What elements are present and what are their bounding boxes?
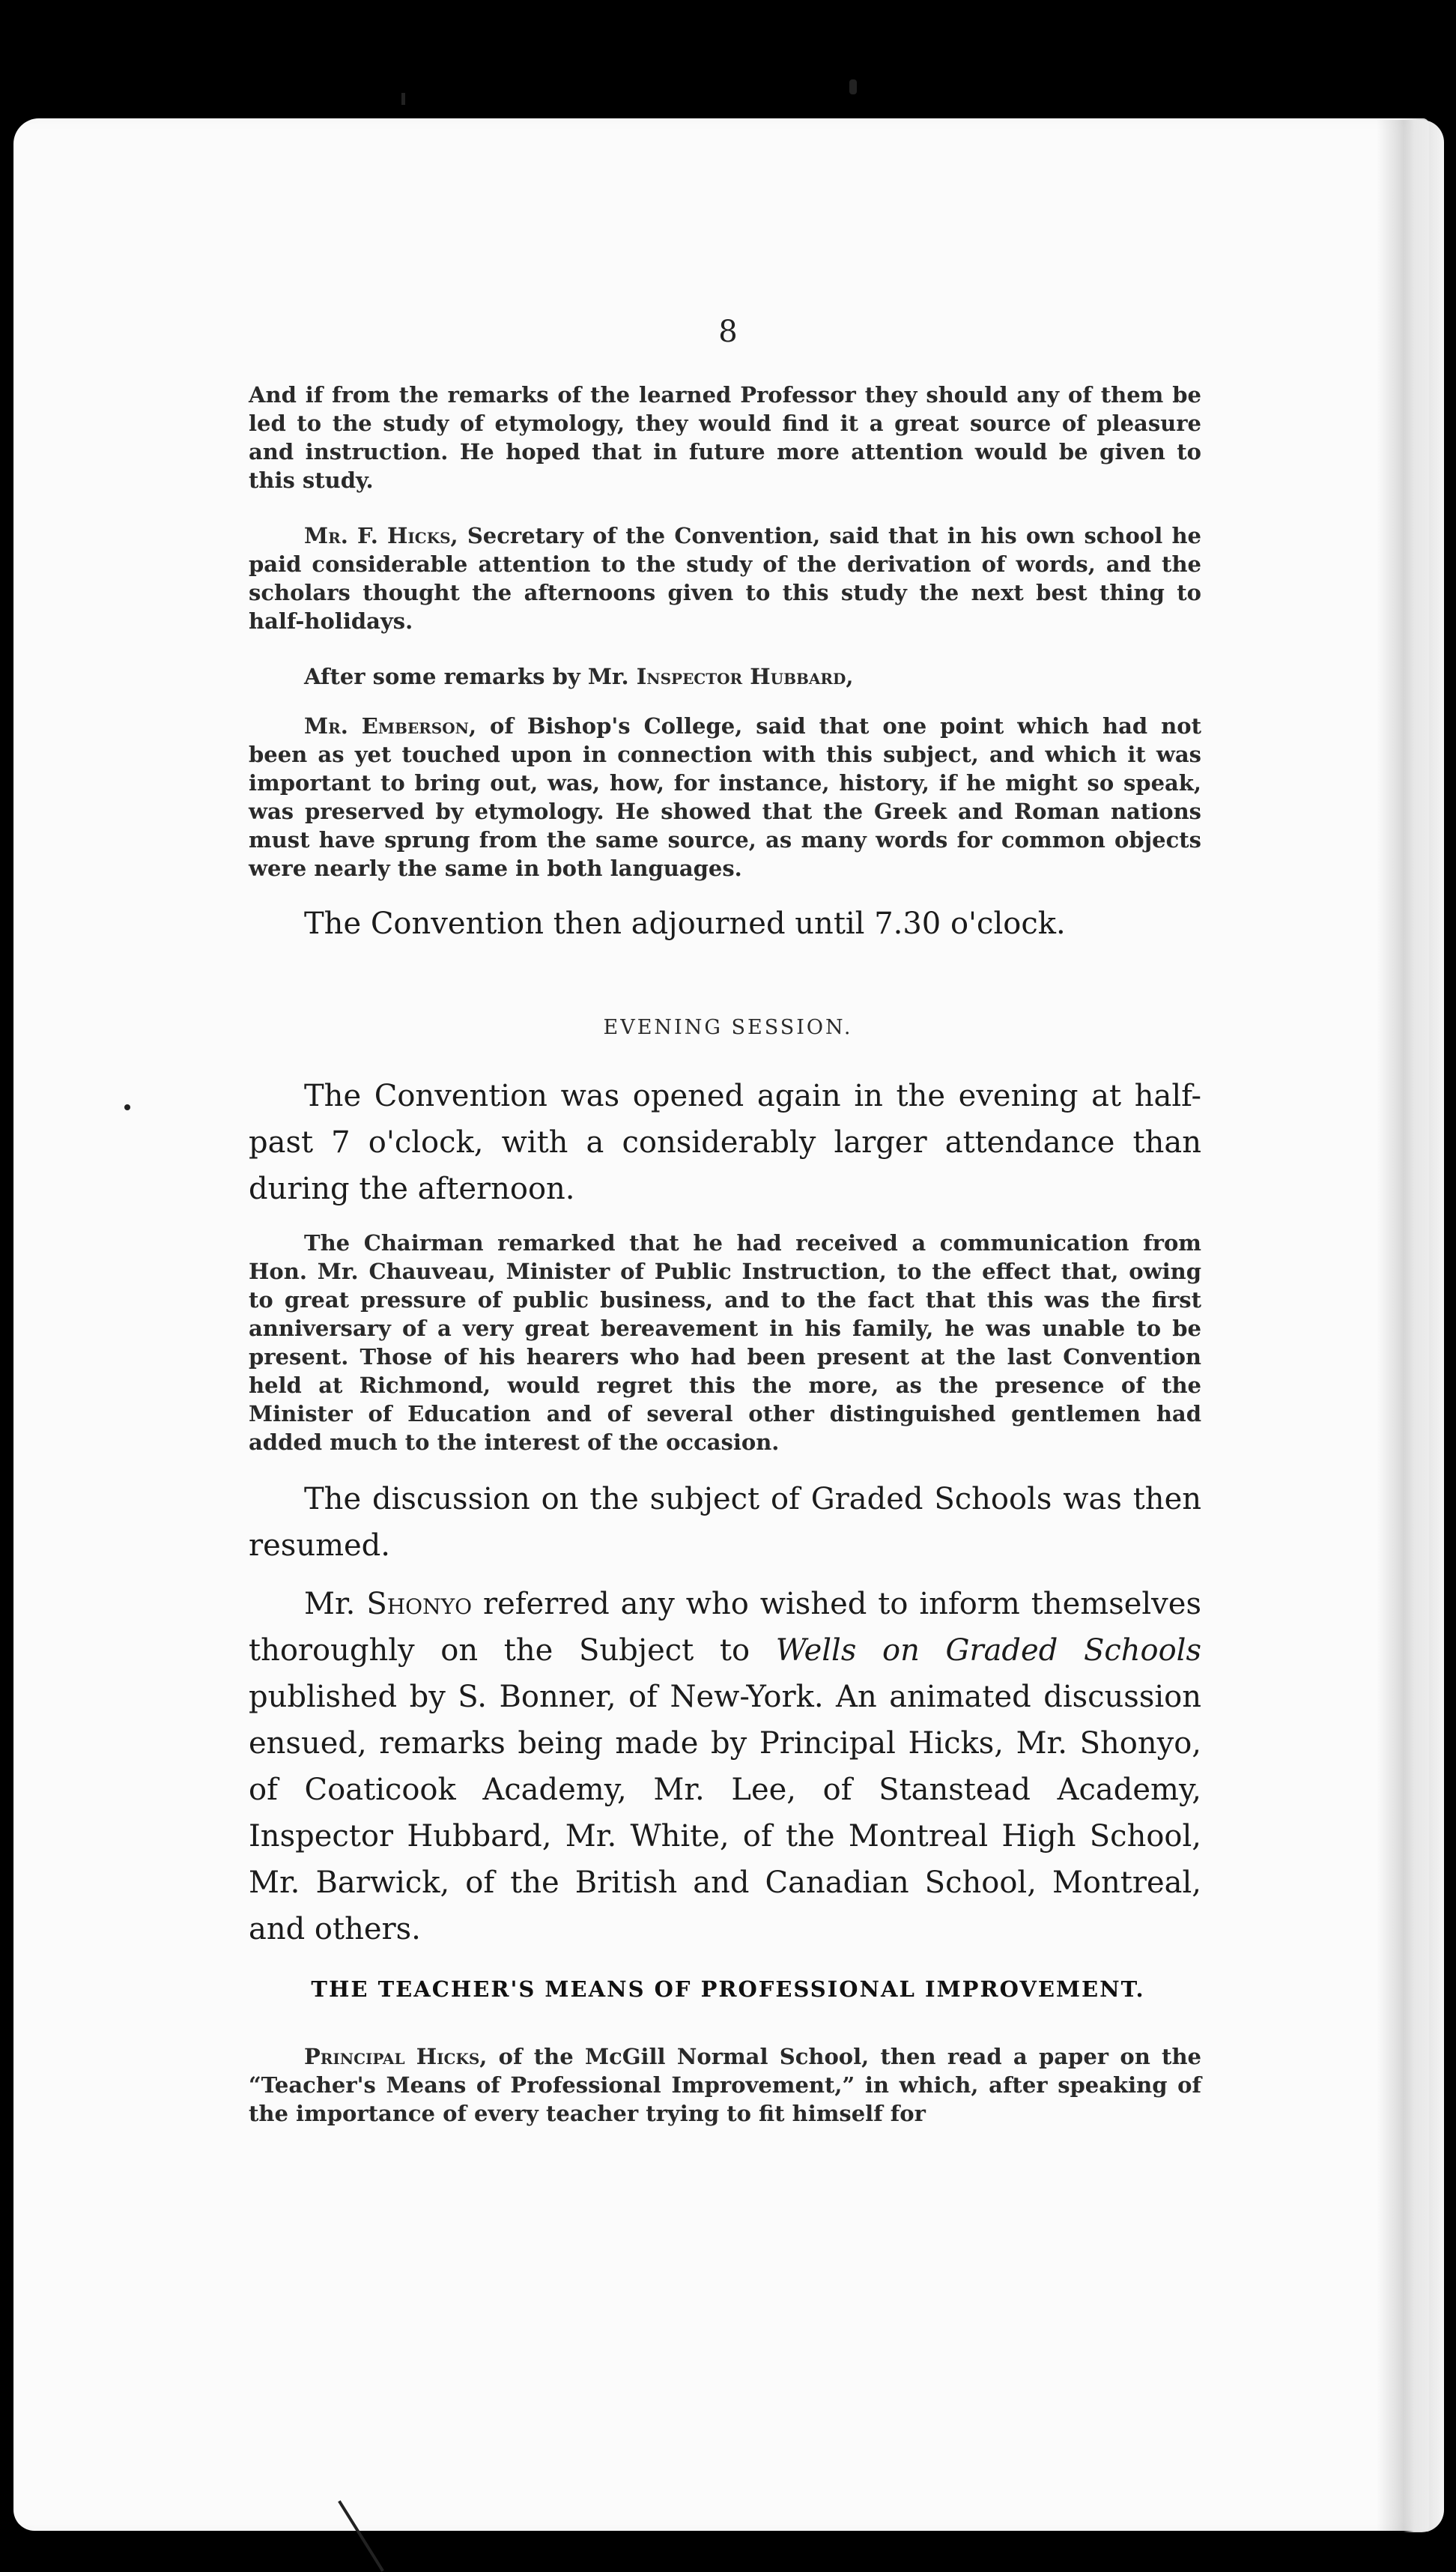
paragraph-text: Secretary of the Convention, said that in his own school he paid considerable attention to the study of the derivation of words, and the scholars thought the afternoons given to this study the next best thing to half-holidays. — [249, 523, 1201, 634]
speaker-name: Mr. F. Hicks, — [304, 523, 458, 548]
paragraph-etymology-close — [249, 381, 1201, 494]
scan-speck — [401, 93, 405, 105]
paragraph-graded-schools — [249, 1476, 1201, 1569]
paragraph-principal-hicks-paper — [249, 2042, 1201, 2128]
paragraph-hicks-remarks — [249, 521, 1201, 635]
paragraph-text: The Convention was opened again in the evening at half-past 7 o'clock, with a considerably larger attendance than during the afternoon. — [249, 1079, 1201, 1206]
page-number: 8 — [718, 315, 738, 349]
speaker-name: Shonyo — [366, 1587, 473, 1621]
book-title: Wells on Graded Schools — [775, 1633, 1201, 1668]
scan-speck — [849, 79, 857, 94]
paragraph-text: After some remarks by Mr. — [304, 664, 637, 689]
paragraph-text: of Bishop's College, said that one point which had not been as yet touched upon in connection with this subject, and which it was important to bring out, was, how, for instance, history, if he might so speak, was preserved by etymology. He showed that the Greek and Roman nations must have sprung from the same source, as many words for common objects were nearly the same in both languages. — [249, 713, 1201, 881]
page-edge-shadow — [1377, 120, 1444, 2532]
paragraph-adjournment — [249, 901, 1201, 947]
paragraph-text: And if from the remarks of the learned Professor they should any of them be led to the study of etymology, they would find it a great source of pleasure and instruction. He hoped that in future more attention would be given to this study. — [249, 382, 1201, 493]
paragraph-text: of the McGill Normal School, then read a paper on the “Teacher's Means of Professional Improvement,” in which, after speaking of the importance of every teacher trying to fit himself for — [249, 2044, 1201, 2126]
paragraph-text: Mr. — [304, 1587, 367, 1621]
paragraph-shonyo-remarks — [249, 1581, 1201, 1952]
scan-speck — [124, 1104, 130, 1110]
paragraph-emberson-remarks — [249, 712, 1201, 883]
paragraph-chairman-remarks — [249, 1229, 1201, 1456]
paragraph-text: The discussion on the subject of Graded Schools was then resumed. — [249, 1482, 1201, 1563]
section-heading-evening: EVENING SESSION. — [603, 1016, 853, 1039]
paragraph-text: published by S. Bonner, of New-York. An animated discussion ensued, remarks being made by Principal Hicks, Mr. Shonyo, of Coaticook Academy, Mr. Lee, of Stanstead Academy, Inspector Hubbard, Mr. White, of the Montreal High School, Mr. Barwick, of the British and Canadian School, Montreal, and others. — [249, 1680, 1201, 1946]
speaker-name: Principal Hicks, — [304, 2044, 488, 2069]
paragraph-evening-opening — [249, 1073, 1201, 1212]
paragraph-text: referred any who wished to inform themselves thoroughly on the Subject to — [249, 1587, 1201, 1668]
paragraph-text: The Chairman remarked that he had received a communication from Hon. Mr. Chauveau, Minister of Public Instruction, to the effect that, owing to great pressure of public business, and to the fact that this was the first anniversary of a very great bereavement in his family, he was unable to be present. Those of his hearers who had been present at the last Convention held at Richmond, would regret this the more, as the presence of the Minister of Education and of several other distinguished gentlemen had added much to the interest of the occasion. — [249, 1230, 1201, 1455]
paragraph-text: The Convention then adjourned until 7.30 o'clock. — [304, 907, 1066, 941]
speaker-name: Mr. Emberson, — [304, 713, 477, 739]
section-heading-teacher: THE TEACHER'S MEANS OF PROFESSIONAL IMPROVEMENT. — [311, 1976, 1145, 2002]
paragraph-hubbard-remarks — [249, 662, 1201, 691]
speaker-name: Inspector Hubbard, — [636, 664, 854, 689]
